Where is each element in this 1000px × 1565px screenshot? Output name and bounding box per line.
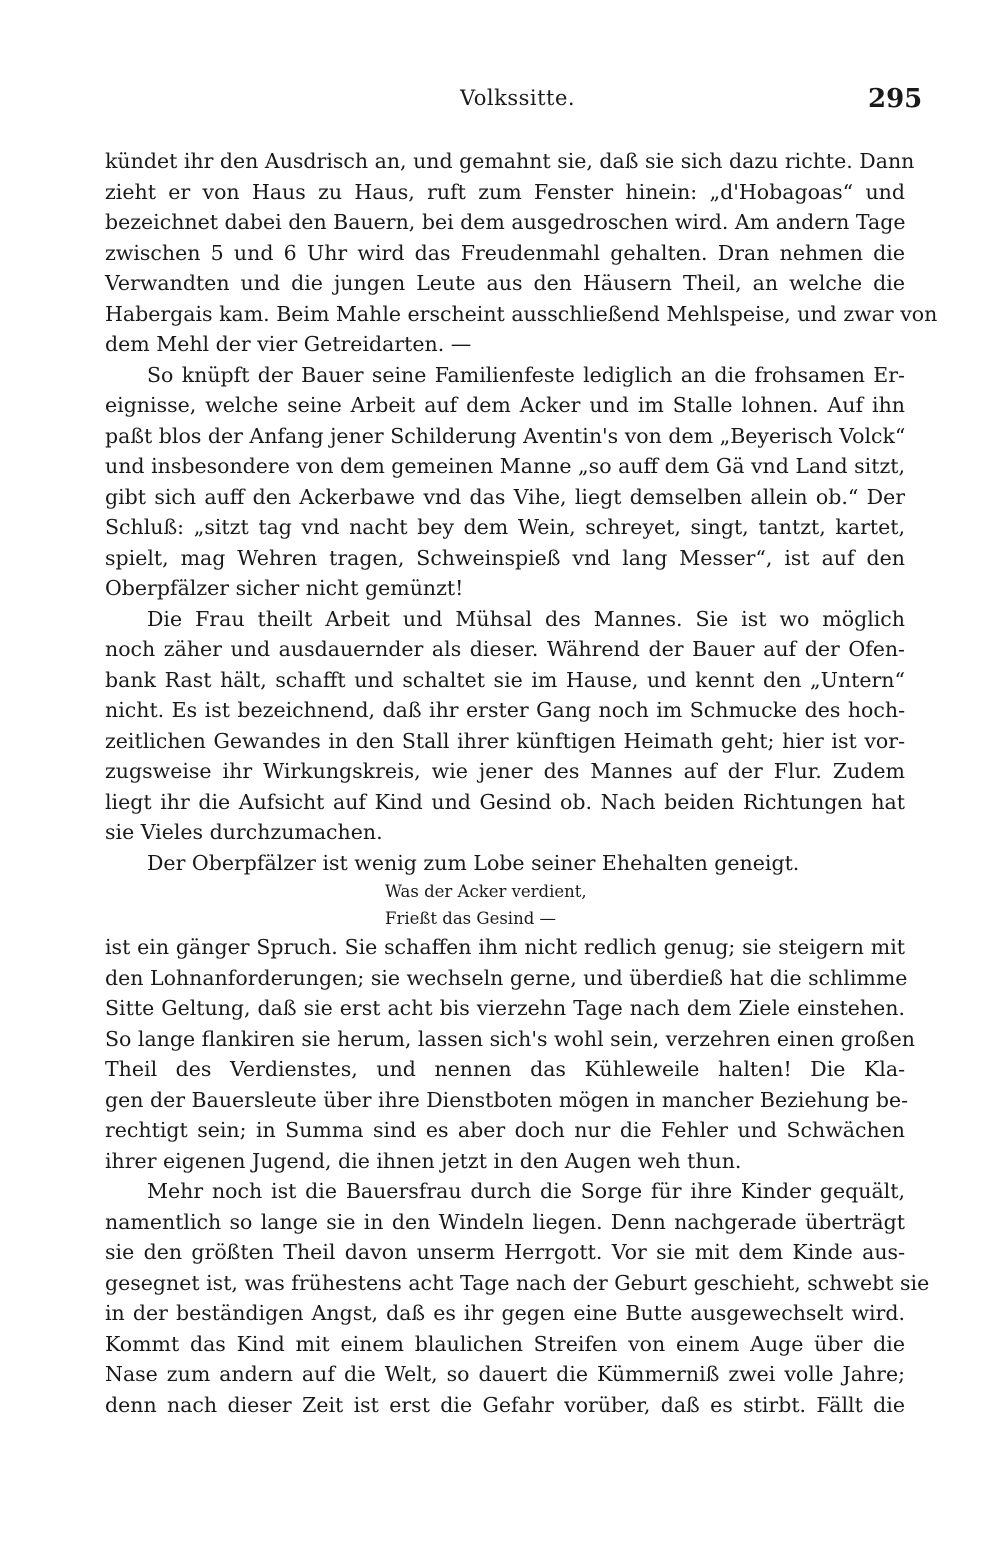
text-line: zugsweise ihr Wirkungskreis, wie jener des Mannes auf der Flur. Zudem <box>105 759 905 783</box>
text-line: Mehr noch ist die Bauersfrau durch die Sorge für ihre Kinder gequält, <box>147 1179 905 1203</box>
text-line: Kommt das Kind mit einem blaulichen Streifen von einem Auge über die <box>105 1331 905 1356</box>
page-number: 295 <box>868 84 923 114</box>
text-line: denn nach dieser Zeit ist erst die Gefahr vorüber, daß es stirbt. Fällt die <box>105 1392 905 1417</box>
text-line: nicht. Es ist bezeichnend, daß ihr erster Gang noch im Schmucke des hoch- <box>105 698 905 722</box>
text-line: Der Oberpfälzer ist wenig zum Lobe seiner Ehehalten geneigt. <box>147 850 800 875</box>
text-line: paßt blos der Anfang jener Schilderung Aventin's von dem „Beyerisch Volck“ <box>105 423 906 448</box>
body-text <box>105 146 938 1420</box>
text-line: ihrer eigenen Jugend, die ihnen jetzt in den Augen weh thun. <box>105 1148 742 1173</box>
text-line: gibt sich auff den Ackerbawe vnd das Vihe, liegt demselben allein ob.“ Der <box>105 484 905 509</box>
text-line: Sitte Geltung, daß sie erst acht bis vierzehn Tage nach dem Ziele einstehen. <box>105 996 905 1020</box>
text-line: und insbesondere von dem gemeinen Manne „so auff dem Gä vnd Land sitzt, <box>105 454 905 478</box>
text-line: Nase zum andern auf die Welt, so dauert die Kümmerniß zwei volle Jahre; <box>105 1362 905 1386</box>
text-line: Die Frau theilt Arbeit und Mühsal des Mannes. Sie ist wo möglich <box>147 606 905 631</box>
text-line: zwischen 5 und 6 Uhr wird das Freudenmahl gehalten. Dran nehmen die <box>105 240 905 265</box>
text-line: So knüpft der Bauer seine Familienfeste lediglich an die frohsamen Er- <box>147 362 905 387</box>
text-line: spielt, mag Wehren tragen, Schweinspieß vnd lang Messer“, ist auf den <box>105 545 905 570</box>
text-line: Oberpfälzer sicher nicht gemünzt! <box>105 576 464 600</box>
text-line: liegt ihr die Aufsicht auf Kind und Gesind ob. Nach beiden Richtungen hat <box>105 789 905 814</box>
text-line: gen der Bauersleute über ihre Dienstboten mögen in mancher Beziehung be- <box>105 1087 909 1112</box>
text-line: Verwandten und die jungen Leute aus den Häusern Theil, an welche die <box>105 271 905 295</box>
text-line: Schluß: „sitzt tag vnd nacht bey dem Wein, schreyet, singt, tantzt, kartet, <box>105 515 905 539</box>
text-line: sie den größten Theil davon unserm Herrgott. Vor sie mit dem Kinde aus- <box>105 1240 905 1264</box>
text-line: gesegnet ist, was frühestens acht Tage nach der Geburt geschieht, schwebt sie <box>105 1270 930 1295</box>
text-line: den Lohnanforderungen; sie wechseln gerne, und überdieß hat die schlimme <box>105 965 908 990</box>
verse-line: Frießt das Gesind — <box>385 909 557 928</box>
text-line: sie Vieles durchzumachen. <box>105 820 383 844</box>
text-line: rechtigt sein; in Summa sind es aber doch nur die Fehler und Schwächen <box>105 1118 905 1142</box>
text-line: ist ein gänger Spruch. Sie schaffen ihm nicht redlich genug; sie steigern mit <box>105 935 905 959</box>
text-line: bank Rast hält, schafft und schaltet sie im Hause, und kennt den „Untern“ <box>105 667 905 692</box>
text-line: Habergais kam. Beim Mahle erscheint ausschließend Mehlspeise, und zwar von <box>105 301 938 326</box>
text-line: zeitlichen Gewandes in den Stall ihrer künftigen Heimath geht; hier ist vor- <box>105 728 905 753</box>
text-line: kündet ihr den Ausdrisch an, und gemahnt sie, daß sie sich dazu richte. Dann <box>105 149 915 173</box>
text-line: in der beständigen Angst, daß es ihr gegen eine Butte ausgewechselt wird. <box>105 1301 905 1325</box>
text-line: bezeichnet dabei den Bauern, bei dem ausgedroschen wird. Am andern Tage <box>105 210 906 234</box>
text-line: namentlich so lange sie in den Windeln liegen. Denn nachgerade überträgt <box>105 1209 905 1234</box>
text-line: eignisse, welche seine Arbeit auf dem Acker und im Stalle lohnen. Auf ihn <box>105 393 905 417</box>
text-line: noch zäher und ausdauernder als dieser. Während der Bauer auf der Ofen- <box>105 637 905 661</box>
running-head: Volkssitte. <box>460 86 576 110</box>
text-line: Theil des Verdienstes, und nennen das Kühleweile halten! Die Kla- <box>105 1057 905 1081</box>
text-line: dem Mehl der vier Getreidarten. — <box>105 332 472 356</box>
text-line: zieht er von Haus zu Haus, ruft zum Fenster hinein: „d'Hobagoas“ und <box>105 179 905 204</box>
text-line: So lange flankiren sie herum, lassen sich's wohl sein, verzehren einen großen <box>105 1026 915 1051</box>
verse-line: Was der Acker verdient, <box>385 882 587 901</box>
